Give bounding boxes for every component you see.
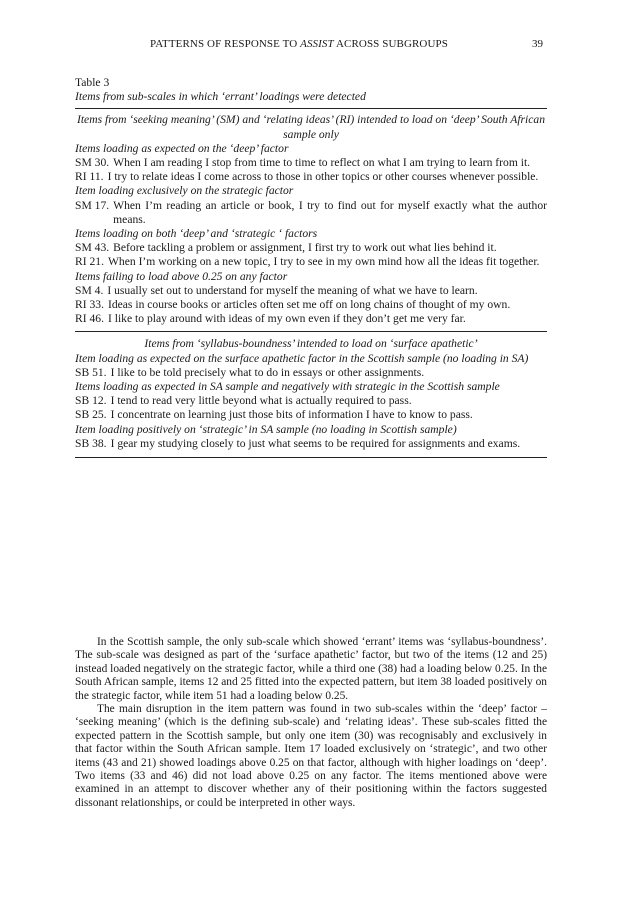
item-code: SB 38.	[75, 436, 107, 450]
body-text	[75, 636, 547, 810]
table-item	[75, 156, 547, 170]
group-heading: Items failing to load above 0.25 on any factor	[75, 269, 288, 283]
table-item	[75, 437, 547, 451]
item-text: I like to play around with ideas of my own even if they don’t get me very far.	[107, 312, 466, 326]
group-heading: Item loading positively on ‘strategic’ in SA sample (no loading in Scottish sample)	[75, 422, 457, 436]
running-title-suffix: ACROSS SUBGROUPS	[333, 38, 448, 50]
item-code: SM 30.	[75, 156, 110, 170]
table-caption: Items from sub-scales in which ‘errant’ loadings were detected	[75, 90, 366, 104]
item-code: RI 33.	[75, 298, 104, 312]
table-top-rule	[75, 108, 547, 109]
item-text: I like to be told precisely what to do in essays or other assignments.	[110, 365, 425, 379]
table-label: Table 3	[75, 76, 110, 89]
table-item	[75, 199, 547, 227]
item-text: I gear my studying closely to just what seems to be required for assignments and exams.	[110, 436, 521, 450]
table-item	[75, 255, 547, 269]
item-text: I usually set out to understand for myself the meaning of what we have to learn.	[107, 283, 478, 297]
item-code: RI 46.	[75, 312, 104, 326]
table-item	[75, 394, 547, 408]
table-item	[75, 408, 547, 422]
body-paragraph: The main disruption in the item pattern was found in two sub-scales within the ‘deep’ factor – ‘seeking meaning’ (which is the defining sub-scale) and ‘relating ideas’. These sub-scales fitted the expected pattern in the Scottish sample, but only one item (30) was recognisably and exclusively in that factor within the South African sample. Item 17 loaded exclusively on ‘strategic’, and two other items (43 and 21) showed loadings above 0.25 on that factor, although with higher loadings on ‘deep’. Two items (33 and 46) did not load above 0.25 on any factor. The items mentioned above were examined in an attempt to discover whether any of their positioning within the factors suggested dissonant relationships, or could be interpreted in other ways.	[75, 703, 547, 809]
page-number: 39	[532, 38, 543, 50]
table-item	[75, 366, 547, 380]
item-code: RI 11.	[75, 170, 104, 184]
item-text: When I am reading I stop from time to time to reflect on what I am trying to learn from it.	[113, 156, 531, 170]
group-heading: Items loading as expected in SA sample and negatively with strategic in the Scottish sample	[75, 380, 500, 394]
running-title-italic: ASSIST	[300, 38, 334, 50]
item-text: When I’m reading an article or book, I try to find out for myself exactly what the author means.	[113, 198, 547, 226]
item-code: SM 17.	[75, 198, 110, 212]
table-bottom-rule	[75, 457, 547, 458]
item-text: I try to relate ideas I come across to those in other topics or other courses whenever possible.	[107, 170, 539, 184]
group-heading: Items loading as expected on the ‘deep’ factor	[75, 141, 289, 155]
table-item	[75, 298, 547, 312]
table-3	[75, 76, 547, 458]
item-code: SB 51.	[75, 365, 107, 379]
item-code: RI 21.	[75, 255, 104, 269]
item-text: I concentrate on learning just those bits of information I have to know to pass.	[110, 408, 473, 422]
running-title-prefix: PATTERNS OF RESPONSE TO	[150, 38, 301, 50]
table-section-deep	[75, 113, 547, 326]
table-item	[75, 284, 547, 298]
item-text: Ideas in course books or articles often set me off on long chains of thought of my own.	[107, 298, 511, 312]
table-section-surface	[75, 337, 547, 451]
item-code: SM 43.	[75, 241, 110, 255]
body-paragraph: In the Scottish sample, the only sub-scale which showed ‘errant’ items was ‘syllabus-boundness’. The sub-scale was designed as part of the ‘surface apathetic’ factor, but two of the items (12 and 25) instead loaded negatively on the strategic factor, while a third one (38) had a loading below 0.25. In the South African sample, items 12 and 25 fitted into the expected pattern, but item 38 loaded positively on the strategic factor, while item 51 had a loading below 0.25.	[75, 636, 547, 702]
section-heading-surface: Items from ‘syllabus-boundness’ intended to load on ‘surface apathetic’	[144, 337, 478, 351]
group-heading: Items loading on both ‘deep’ and ‘strategic ‘ factors	[75, 227, 318, 241]
item-text: I tend to read very little beyond what is actually required to pass.	[110, 394, 412, 408]
section-heading-deep: Items from ‘seeking meaning’ (SM) and ‘relating ideas’ (RI) intended to load on ‘deep’ South African sample only	[76, 113, 546, 141]
item-code: SM 4.	[75, 283, 104, 297]
table-item	[75, 241, 547, 255]
item-code: SB 25.	[75, 408, 107, 422]
item-code: SB 12.	[75, 394, 107, 408]
group-heading: Item loading exclusively on the strategic factor	[75, 184, 294, 198]
table-item	[75, 312, 547, 326]
running-title	[150, 38, 448, 50]
table-item	[75, 170, 547, 184]
item-text: When I’m working on a new topic, I try to see in my own mind how all the ideas fit together.	[107, 255, 540, 269]
item-text: Before tackling a problem or assignment, I first try to work out what lies behind it.	[113, 241, 497, 255]
group-heading: Item loading as expected on the surface apathetic factor in the Scottish sample (no loading in SA)	[75, 351, 529, 365]
table-mid-rule	[75, 331, 547, 332]
